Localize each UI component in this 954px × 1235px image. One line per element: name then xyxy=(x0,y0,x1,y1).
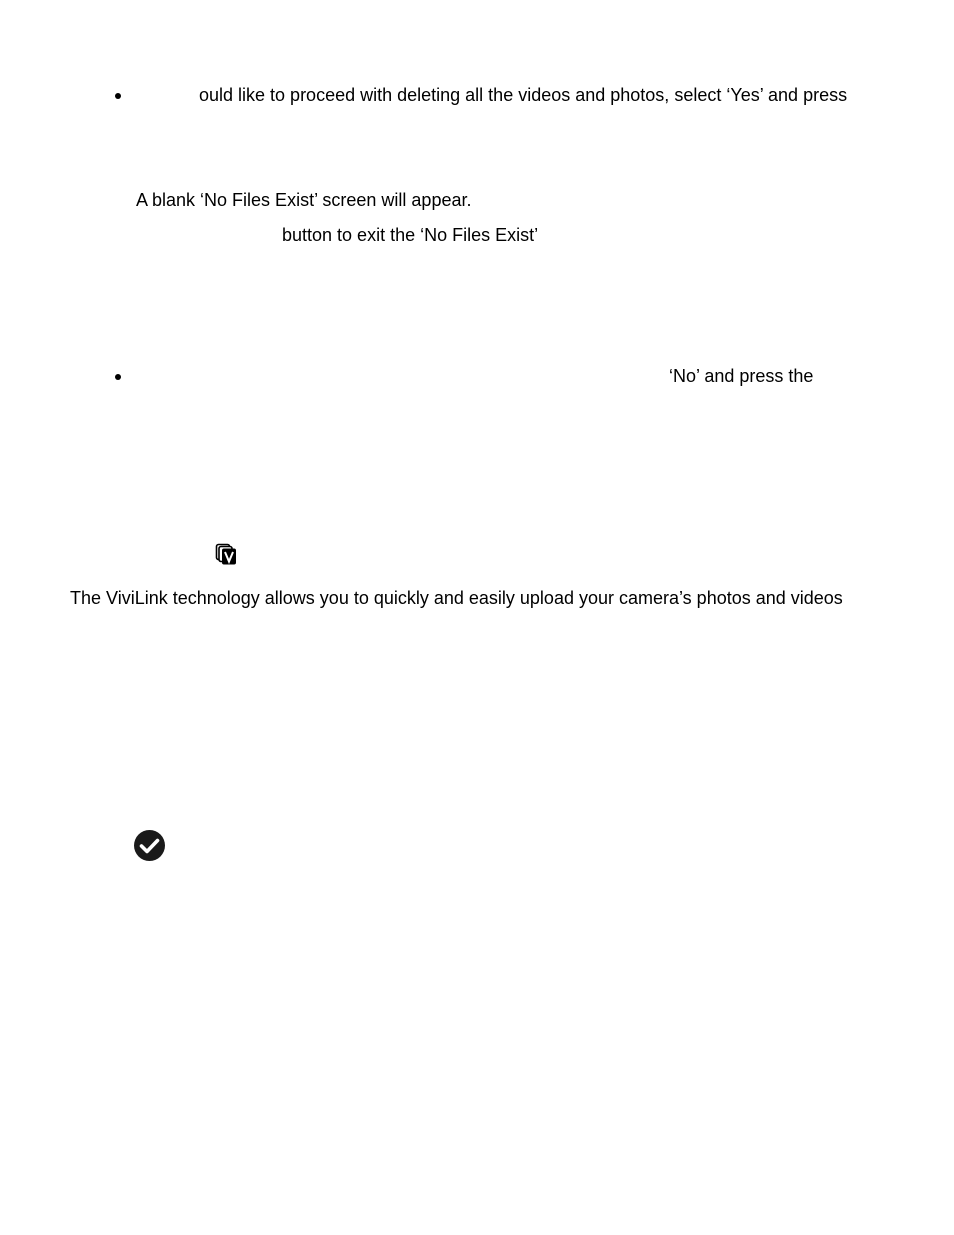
exit-button-text: button to exit the ‘No Files Exist’ xyxy=(282,225,539,245)
vivilink-icon xyxy=(215,543,237,565)
checkmark-icon xyxy=(133,829,166,862)
no-instruction-text: ‘No’ and press the xyxy=(669,366,814,386)
bullet-yes xyxy=(115,93,121,99)
blank-screen-text: A blank ‘No Files Exist’ screen will appear. xyxy=(136,190,472,210)
yes-instruction-text: ould like to proceed with deleting all the videos and photos, select ‘Yes’ and press xyxy=(199,85,848,105)
vivilink-intro-text: The ViviLink technology allows you to quickly and easily upload your camera’s photos and videos xyxy=(70,588,843,608)
bullet-no xyxy=(115,374,121,380)
